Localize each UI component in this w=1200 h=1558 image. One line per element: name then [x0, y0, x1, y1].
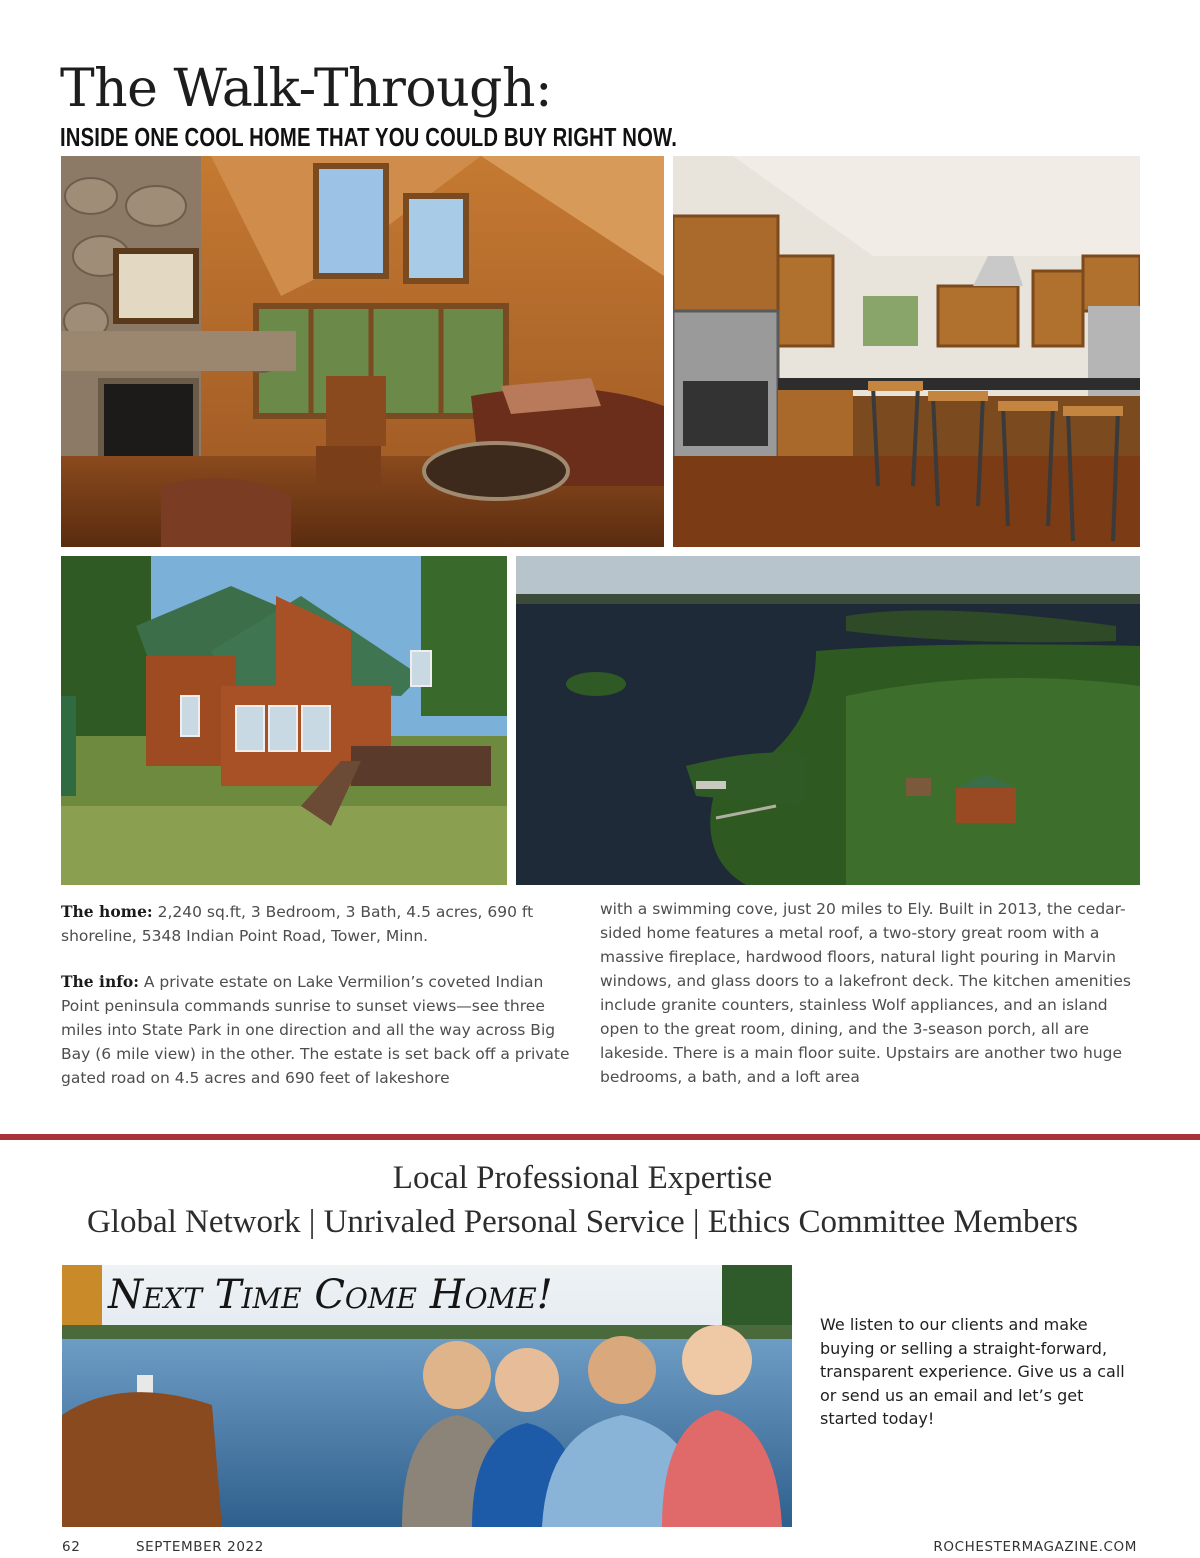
- issue-date: SEPTEMBER 2022: [136, 1539, 264, 1555]
- ad-services-line: Global Network | Unrivaled Personal Service | Ethics Committee Members: [86, 1204, 1079, 1240]
- home-details: 2,240 sq.ft, 3 Bedroom, 3 Bath, 4.5 acres, 690 ft shoreline, 5348 Indian Point Road, Tower, Minn.: [61, 903, 534, 945]
- info-paragraph: [61, 970, 586, 1090]
- kitchen-image: [673, 156, 1140, 547]
- home-label: The home:: [61, 902, 153, 921]
- page-number: 62: [62, 1539, 81, 1555]
- info-text: A private estate on Lake Vermilion’s coveted Indian Point peninsula commands sunrise to sunset views—see three miles into State Park in one direction and all the way across Big Bay (6 mile view) in the other. The estate is set back off a private gated road on 4.5 acres and 690 feet of lakeshore: [61, 973, 570, 1087]
- banner-headline: Next Time Come Home!: [108, 1272, 553, 1318]
- living-room-image: [61, 156, 664, 547]
- agent-photos: [402, 1325, 782, 1527]
- living-room-photo: [61, 156, 664, 547]
- lake-aerial-photo: [516, 556, 1140, 885]
- section-divider: [0, 1134, 1200, 1140]
- info-continued-text: with a swimming cove, just 20 miles to Ely. Built in 2013, the cedar-sided home features a metal roof, a two-story great room with a massive fireplace, hardwood floors, natural light pouring in Marvin windows, and glass doors to a lakefront deck. The kitchen amenities include granite counters, stainless Wolf appliances, and an island open to the great room, dining, and the 3-season porch, all are lakeside. There is a main floor suite. Upstairs are another two huge bedrooms, a bath, and a loft area: [600, 900, 1131, 1086]
- ad-blurb: We listen to our clients and make buying or selling a straight-forward, transparent experience. Give us a call or send us an email and let’s get started today!: [820, 1315, 1125, 1428]
- house-exterior-image: [61, 556, 507, 885]
- ad-tagline: Local Professional Expertise: [392, 1160, 773, 1196]
- kitchen-photo: [673, 156, 1140, 547]
- house-exterior-photo: [61, 556, 507, 885]
- aerial-lake-image: [516, 556, 1140, 885]
- article-title: The Walk-Through:: [60, 59, 552, 119]
- info-label: The info:: [61, 972, 139, 991]
- website-url: ROCHESTERMAGAZINE.COM: [933, 1539, 1137, 1555]
- home-paragraph: [61, 900, 586, 948]
- article-subtitle: INSIDE ONE COOL HOME THAT YOU COULD BUY RIGHT NOW.: [60, 122, 677, 152]
- article-right-column: [600, 897, 1145, 1089]
- article-left-column: [61, 900, 586, 1112]
